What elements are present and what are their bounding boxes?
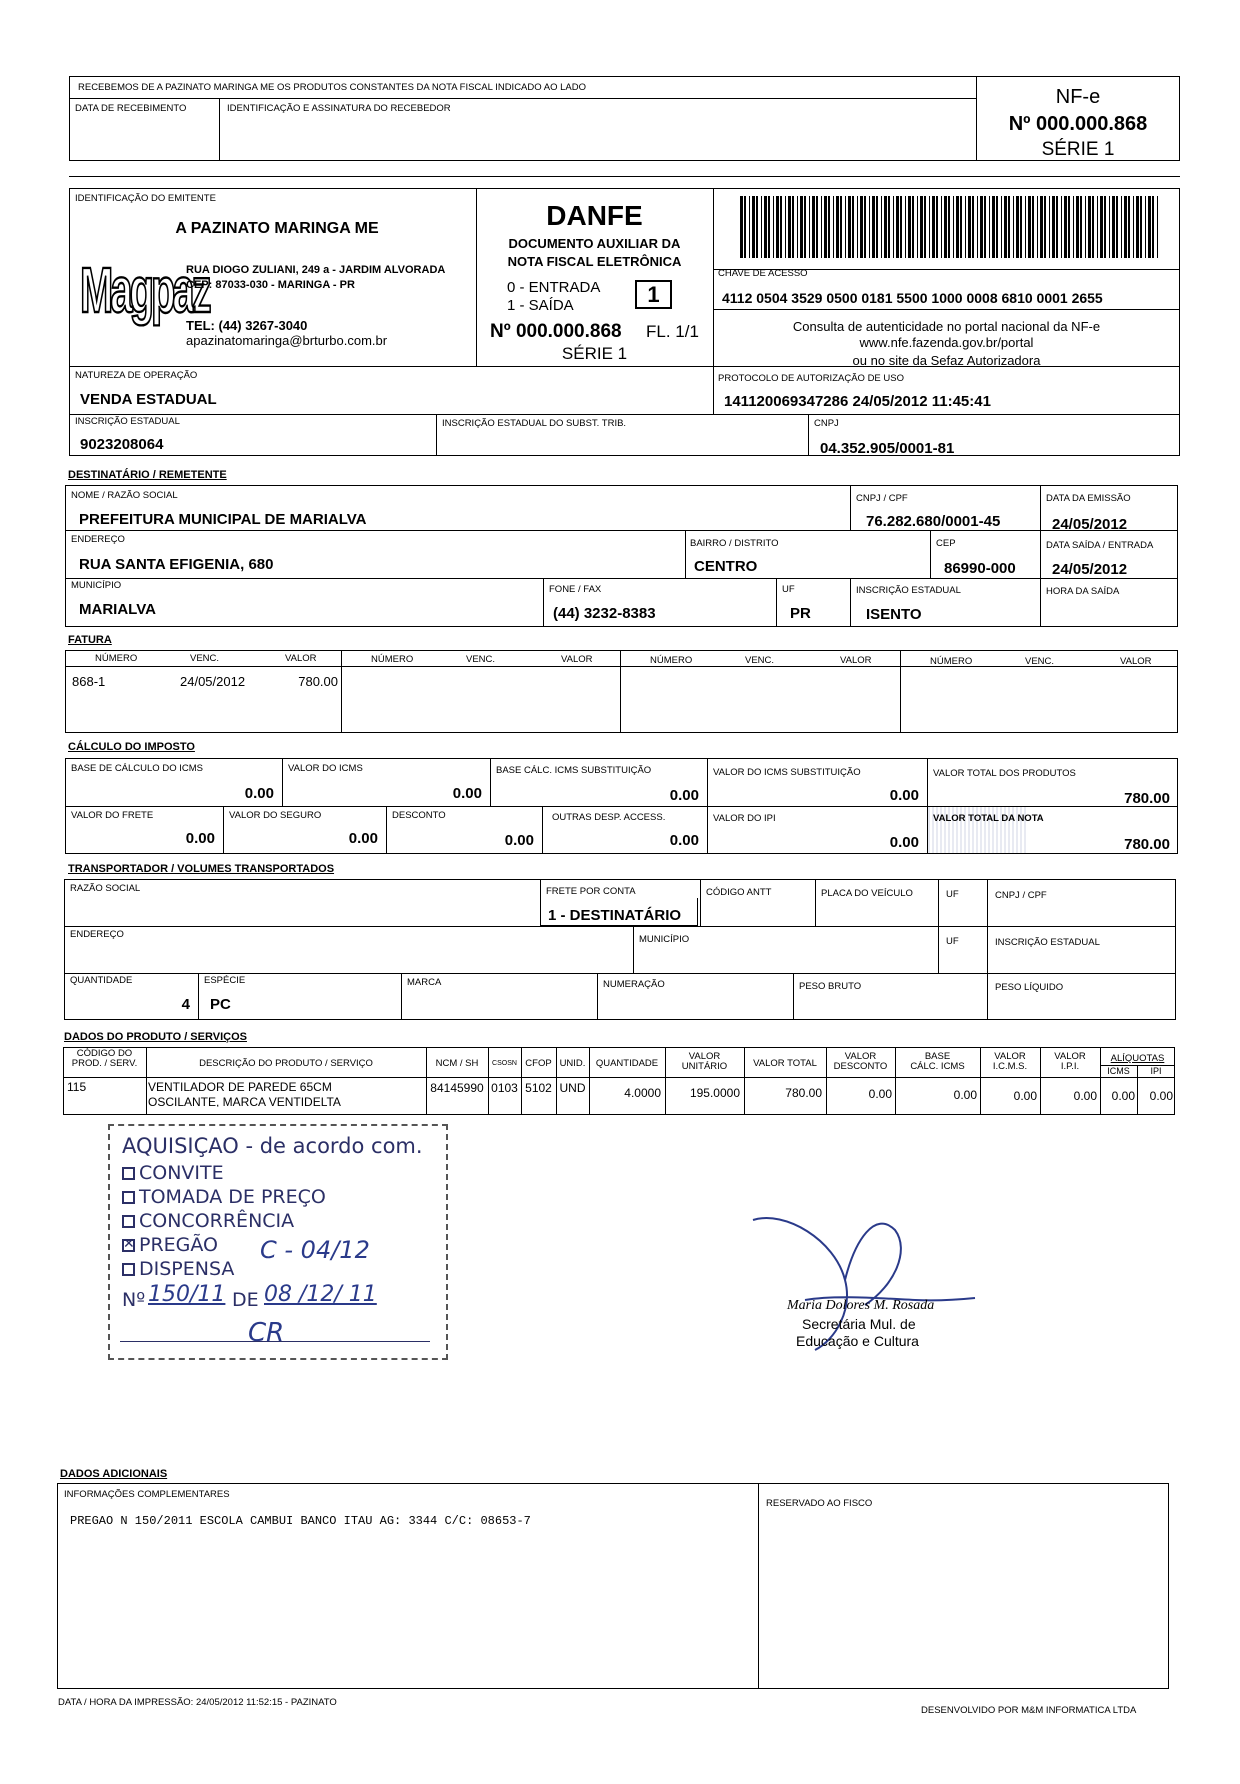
- emitente-label: IDENTIFICAÇÃO DO EMITENTE: [75, 193, 216, 204]
- ie-label: INSCRIÇÃO ESTADUAL: [75, 416, 180, 427]
- danfe-saida: 1 - SAÍDA: [507, 297, 574, 314]
- convite-checkbox: [122, 1167, 135, 1180]
- cnpj-label: CNPJ: [814, 418, 839, 429]
- item-vipi: 0.00: [1073, 1089, 1097, 1103]
- ie-st-label: INSCRIÇÃO ESTADUAL DO SUBST. TRIB.: [442, 418, 627, 429]
- danfe-subtitle2: NOTA FISCAL ELETRÔNICA: [507, 254, 682, 269]
- transp-numeracao-label: NUMERAÇÃO: [603, 979, 665, 990]
- footer-dev: DESENVOLVIDO POR M&M INFORMATICA LTDA: [921, 1705, 1137, 1716]
- emitente-email: apazinatomaringa@brturbo.com.br: [186, 333, 388, 348]
- valor-st: 0.00: [889, 787, 919, 804]
- dest-emissao: 24/05/2012: [1052, 516, 1128, 533]
- h-vunit: [665, 1052, 744, 1072]
- info-label: INFORMAÇÕES COMPLEMENTARES: [64, 1489, 230, 1500]
- signature-name: Maria Dolores M. Rosada: [787, 1298, 935, 1313]
- fatura-section: FATURA: [68, 634, 112, 646]
- dest-ie: ISENTO: [866, 606, 922, 623]
- item-cfop: 5102: [525, 1081, 552, 1095]
- natureza-label: NATUREZA DE OPERAÇÃO: [75, 370, 198, 381]
- item-base: 0.00: [953, 1088, 977, 1102]
- h-qtd: QUANTIDADE: [595, 1058, 659, 1069]
- dest-bairro: CENTRO: [694, 558, 758, 575]
- seguro: 0.00: [348, 830, 378, 847]
- desconto-label: DESCONTO: [392, 810, 446, 821]
- cnpj-value: 04.352.905/0001-81: [820, 440, 955, 457]
- danfe-folha: FL. 1/1: [646, 322, 699, 341]
- emitente-logo: Magpaz: [80, 256, 209, 327]
- transp-municipio-label: MUNICÍPIO: [639, 934, 690, 945]
- item-qtd: 4.0000: [624, 1086, 661, 1100]
- item-vunit: 195.0000: [689, 1086, 740, 1100]
- transp-bruto-label: PESO BRUTO: [799, 981, 862, 992]
- emitente-tel: TEL: (44) 3267-3040: [186, 318, 308, 333]
- transp-marca-label: MARCA: [407, 977, 442, 988]
- transporte-section: TRANSPORTADOR / VOLUMES TRANSPORTADOS: [68, 863, 335, 875]
- dest-municipio: MARIALVA: [79, 601, 156, 618]
- h-aliq: ALÍQUOTAS: [1110, 1053, 1165, 1064]
- fatura-header-valor-4: VALOR: [1120, 656, 1152, 667]
- fatura-header-valor-2: VALOR: [561, 654, 593, 665]
- canhoto-id-label: IDENTIFICAÇÃO E ASSINATURA DO RECEBEDOR: [227, 103, 451, 114]
- total-prod: 780.00: [1124, 790, 1170, 807]
- stamp-no-label: Nº: [122, 1289, 146, 1311]
- transp-uf2-label: UF: [946, 936, 959, 947]
- produtos-section: DADOS DO PRODUTO / SERVIÇOS: [64, 1031, 247, 1043]
- item-csosn: 0103: [491, 1081, 518, 1095]
- frete-label: VALOR DO FRETE: [71, 810, 154, 821]
- pregao-checkbox: [122, 1239, 135, 1252]
- item-vtotal: 780.00: [785, 1086, 822, 1100]
- stamp-pregao-line: [122, 1234, 218, 1256]
- seguro-label: VALOR DO SEGURO: [229, 810, 322, 821]
- dest-emissao-label: DATA DA EMISSÃO: [1046, 493, 1131, 504]
- info-text: PREGAO N 150/2011 ESCOLA CAMBUI BANCO ITAU AG: 3344 C/C: 08653-7: [70, 1514, 531, 1528]
- fatura-header-valor-3: VALOR: [840, 655, 872, 666]
- dest-municipio-label: MUNICÍPIO: [71, 580, 122, 591]
- destinatario-section: DESTINATÁRIO / REMETENTE: [68, 469, 227, 481]
- transp-qtd: 4: [181, 996, 190, 1013]
- transp-qtd-label: QUANTIDADE: [70, 975, 133, 986]
- dest-endereco-label: ENDEREÇO: [71, 534, 125, 545]
- fatura-header-venc-1: VENC.: [190, 653, 220, 664]
- tomada-checkbox: [122, 1191, 135, 1204]
- canhoto-number: Nº 000.000.868: [1008, 113, 1148, 135]
- transp-endereco-label: ENDEREÇO: [70, 929, 124, 940]
- h-csosn: CSOSN: [492, 1060, 517, 1067]
- total-nota: 780.00: [1124, 836, 1170, 853]
- dispensa-checkbox: [122, 1263, 135, 1276]
- dest-endereco: RUA SANTA EFIGENIA, 680: [79, 556, 274, 573]
- stamp-pregao-hand: C - 04/12: [260, 1236, 370, 1264]
- h-aicms: ICMS: [1107, 1066, 1130, 1076]
- dest-ie-label: INSCRIÇÃO ESTADUAL: [856, 585, 961, 596]
- frete: 0.00: [185, 830, 215, 847]
- canhoto-nfe: NF-e: [1055, 86, 1101, 108]
- stamp-dispensa: DISPENSA: [139, 1258, 235, 1280]
- danfe-number: Nº 000.000.868: [490, 321, 622, 342]
- ipi: 0.00: [889, 834, 919, 851]
- h-codigo: [63, 1049, 146, 1069]
- item-vdesc: 0.00: [868, 1087, 892, 1101]
- ipi-label: VALOR DO IPI: [713, 813, 776, 824]
- h-ncm: NCM / SH: [435, 1058, 479, 1069]
- canhoto-serie: SÉRIE 1: [1041, 139, 1115, 160]
- transp-antt-label: CÓDIGO ANTT: [706, 887, 772, 898]
- transp-frete-label: FRETE POR CONTA: [546, 886, 636, 897]
- transp-especie-label: ESPÉCIE: [204, 975, 246, 986]
- transp-frete: 1 - DESTINATÁRIO: [548, 907, 682, 924]
- h-vunit-1: VALOR: [688, 1051, 721, 1062]
- h-vdesc: [826, 1052, 895, 1072]
- stamp-convite: CONVITE: [139, 1162, 224, 1184]
- fatura-header-numero-4: NÚMERO: [930, 656, 973, 667]
- fatura-valor: 780.00: [298, 674, 338, 689]
- outras-label: OUTRAS DESP. ACCESS.: [552, 812, 666, 823]
- canhoto-date-label: DATA DE RECEBIMENTO: [75, 103, 187, 114]
- dest-cep: 86990-000: [944, 560, 1016, 577]
- aquisicao-stamp: [108, 1124, 448, 1360]
- fatura-header-venc-2: VENC.: [466, 654, 496, 665]
- total-prod-label: VALOR TOTAL DOS PRODUTOS: [933, 768, 1076, 779]
- ie-value: 9023208064: [80, 436, 164, 453]
- dest-saida-label: DATA SAÍDA / ENTRADA: [1046, 540, 1154, 551]
- h-aipi: IPI: [1150, 1066, 1162, 1076]
- h-vdesc-2: DESCONTO: [833, 1061, 888, 1072]
- transp-cnpj-label: CNPJ / CPF: [995, 890, 1047, 901]
- h-base: [895, 1052, 980, 1072]
- item-desc2: OSCILANTE, MARCA VENTIDELTA: [148, 1095, 341, 1107]
- h-vdesc-1: VALOR: [844, 1051, 877, 1062]
- chave-value: 4112 0504 3529 0500 0181 5500 1000 0008 6810 0001 2655: [722, 290, 1103, 306]
- consulta-line3: ou no site da Sefaz Autorizadora: [852, 353, 1041, 366]
- h-vipi-1: VALOR: [1054, 1051, 1086, 1062]
- fatura-box: [65, 650, 1178, 733]
- danfe-entrada: 0 - ENTRADA: [507, 279, 601, 296]
- stamp-concorrencia-line: [122, 1210, 294, 1232]
- signature-title2: Educação e Cultura: [796, 1333, 919, 1349]
- dest-uf: PR: [790, 605, 811, 622]
- h-desc: DESCRIÇÃO DO PRODUTO / SERVIÇO: [199, 1058, 373, 1069]
- h-vunit-2: UNITÁRIO: [681, 1061, 728, 1072]
- fatura-header-valor-1: VALOR: [285, 653, 317, 664]
- stamp-de-label: DE: [232, 1289, 259, 1311]
- stamp-tomada: TOMADA DE PREÇO: [139, 1186, 326, 1208]
- stamp-convite-line: [122, 1162, 224, 1184]
- item-codigo: 115: [67, 1080, 87, 1094]
- stamp-pregao: PREGÃO: [139, 1234, 219, 1256]
- dest-cnpj-label: CNPJ / CPF: [856, 493, 908, 504]
- valor-icms-label: VALOR DO ICMS: [288, 763, 363, 774]
- h-unid: UNID.: [559, 1058, 586, 1069]
- dest-saida: 24/05/2012: [1052, 561, 1128, 578]
- base-st: 0.00: [669, 787, 699, 804]
- h-base-1: BASE: [924, 1051, 951, 1062]
- desconto: 0.00: [504, 832, 534, 849]
- emitente-address1: RUA DIOGO ZULIANI, 249 a - JARDIM ALVORADA: [186, 264, 446, 276]
- fatura-numero: 868-1: [72, 674, 106, 689]
- protocolo-value: 141120069347286 24/05/2012 11:45:41: [724, 393, 991, 410]
- h-vipi: [1040, 1052, 1100, 1072]
- fatura-header-venc-4: VENC.: [1025, 656, 1055, 667]
- barcode: [740, 196, 1160, 258]
- stamp-concorrencia: CONCORRÊNCIA: [139, 1210, 295, 1232]
- natureza-value: VENDA ESTADUAL: [80, 391, 217, 408]
- fatura-venc: 24/05/2012: [180, 674, 246, 689]
- total-nota-label: VALOR TOTAL DA NOTA: [933, 813, 1044, 824]
- dest-hora-label: HORA DA SAÍDA: [1046, 586, 1120, 597]
- imposto-section: CÁLCULO DO IMPOSTO: [68, 741, 195, 753]
- dest-fone-label: FONE / FAX: [549, 584, 602, 595]
- h-vipi-2: I.P.I.: [1060, 1061, 1080, 1072]
- dest-uf-label: UF: [782, 584, 795, 595]
- base-icms: 0.00: [244, 785, 274, 802]
- canhoto-received-text: RECEBEMOS DE A PAZINATO MARINGA ME OS PRODUTOS CONSTANTES DA NOTA FISCAL INDICADO AO LADO: [78, 82, 586, 93]
- danfe-serie: SÉRIE 1: [561, 344, 628, 363]
- danfe-subtitle1: DOCUMENTO AUXILIAR DA: [508, 236, 681, 251]
- base-icms-label: BASE DE CÁLCULO DO ICMS: [71, 763, 203, 774]
- fatura-header-venc-3: VENC.: [745, 655, 775, 666]
- item-ncm: 84145990: [430, 1081, 484, 1095]
- footer-impressao: DATA / HORA DA IMPRESSÃO: 24/05/2012 11:52:15 - PAZINATO: [58, 1697, 337, 1708]
- transp-liquido-label: PESO LÍQUIDO: [995, 982, 1064, 993]
- h-codigo-1: CÓDIGO DO: [76, 1048, 133, 1059]
- item-desc1: VENTILADOR DE PAREDE 65CM: [148, 1080, 332, 1094]
- consulta-line1: Consulta de autenticidade no portal nacional da NF-e: [792, 319, 1101, 334]
- dest-fone: (44) 3232-8383: [553, 605, 656, 622]
- fatura-header-numero-1: NÚMERO: [95, 653, 138, 664]
- valor-st-label: VALOR DO ICMS SUBSTITUIÇÃO: [713, 767, 861, 778]
- stamp-initials: CR: [248, 1318, 285, 1348]
- emitente-name: A PAZINATO MARINGA ME: [175, 220, 379, 237]
- valor-icms: 0.00: [452, 785, 482, 802]
- signature-title1: Secretária Mul. de: [802, 1316, 916, 1332]
- item-aicms: 0.00: [1111, 1089, 1135, 1103]
- item-unid: UND: [559, 1081, 586, 1095]
- stamp-de-hand: 08 /12/ 11: [264, 1282, 377, 1307]
- fatura-header-numero-3: NÚMERO: [650, 655, 693, 666]
- outras: 0.00: [669, 832, 699, 849]
- h-vtotal: VALOR TOTAL: [753, 1058, 817, 1069]
- emitente-address2: CEP: 87033-030 - MARINGA - PR: [186, 279, 355, 291]
- danfe-title: DANFE: [546, 200, 643, 231]
- base-st-label: BASE CÁLC. ICMS SUBSTITUIÇÃO: [496, 765, 652, 776]
- fisco-label: RESERVADO AO FISCO: [766, 1498, 873, 1509]
- h-vicms-2: I.C.M.S.: [992, 1061, 1028, 1072]
- stamp-dispensa-line: [122, 1258, 234, 1280]
- danfe-tipo: 1: [647, 282, 660, 307]
- stamp-tomada-line: [122, 1186, 326, 1208]
- dest-bairro-label: BAIRRO / DISTRITO: [690, 538, 779, 549]
- transp-uf-label: UF: [946, 889, 959, 900]
- dest-cnpj: 76.282.680/0001-45: [866, 513, 1001, 530]
- concorrencia-checkbox: [122, 1215, 135, 1228]
- chave-label: CHAVE DE ACESSO: [718, 268, 808, 279]
- h-codigo-2: PROD. / SERV.: [71, 1058, 138, 1069]
- transp-ie-label: INSCRIÇÃO ESTADUAL: [995, 937, 1100, 948]
- protocolo-label: PROTOCOLO DE AUTORIZAÇÃO DE USO: [718, 373, 904, 384]
- transp-razao-label: RAZÃO SOCIAL: [70, 883, 141, 894]
- h-cfop: CFOP: [525, 1058, 552, 1069]
- dest-nome-label: NOME / RAZÃO SOCIAL: [71, 490, 178, 501]
- item-vicms: 0.00: [1013, 1089, 1037, 1103]
- dest-nome: PREFEITURA MUNICIPAL DE MARIALVA: [79, 511, 367, 528]
- stamp-title: AQUISIÇAO - de acordo com.: [122, 1134, 423, 1158]
- item-aipi: 0.00: [1149, 1089, 1173, 1103]
- h-vicms: [980, 1052, 1040, 1072]
- transp-especie: PC: [210, 996, 231, 1013]
- h-vicms-1: VALOR: [994, 1051, 1026, 1062]
- dest-cep-label: CEP: [936, 538, 956, 549]
- fatura-header-numero-2: NÚMERO: [371, 654, 414, 665]
- stamp-no-hand: 150/11: [148, 1282, 226, 1307]
- transp-placa-label: PLACA DO VEÍCULO: [821, 888, 913, 899]
- adicionais-section: DADOS ADICIONAIS: [60, 1468, 168, 1480]
- h-base-2: CÁLC. ICMS: [910, 1061, 965, 1072]
- consulta-line2: www.nfe.fazenda.gov.br/portal: [859, 335, 1034, 350]
